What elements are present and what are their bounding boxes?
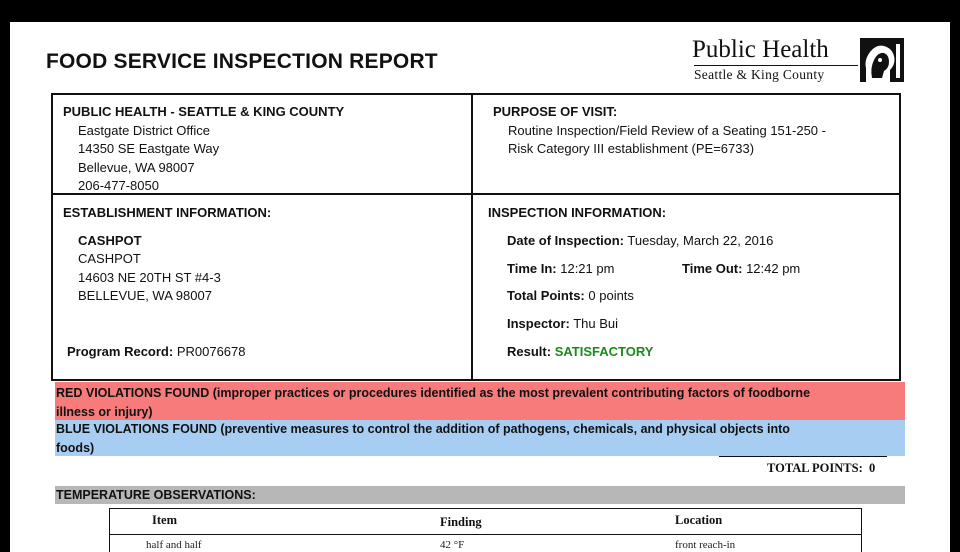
column-header-location: Location xyxy=(675,513,723,527)
temperature-table xyxy=(109,508,862,552)
inspector-value: Thu Bui xyxy=(573,316,619,331)
table-header-rule xyxy=(110,534,861,535)
time-out-value: 12:42 pm xyxy=(746,261,801,276)
purpose-line-2: Risk Category III establishment (PE=6733) xyxy=(508,141,755,156)
total-points-summary xyxy=(767,461,875,476)
logo-main-text: Public Health xyxy=(692,36,829,63)
agency-city: Bellevue, WA 98007 xyxy=(78,159,195,175)
purpose-cell xyxy=(493,103,826,159)
time-out xyxy=(682,261,800,276)
blue-violations-band xyxy=(55,420,905,456)
inspection-date-label: Date of Inspection: xyxy=(507,233,625,248)
report-page xyxy=(10,22,950,552)
total-points-rule xyxy=(719,456,887,457)
grid-divider-vertical xyxy=(471,95,473,379)
column-header-item: Item xyxy=(152,513,177,527)
establishment-name: CASHPOT xyxy=(78,251,141,266)
establishment-city: BELLEVUE, WA 98007 xyxy=(78,288,212,303)
program-record-value: PR0076678 xyxy=(176,344,246,359)
result-status-badge: SATISFACTORY xyxy=(554,344,654,359)
establishment-name-bold: CASHPOT xyxy=(78,232,142,248)
logo-rule xyxy=(694,65,858,66)
inspection-date-value: Tuesday, March 22, 2016 xyxy=(627,233,774,248)
total-points-label: Total Points: xyxy=(507,288,585,303)
program-record xyxy=(67,344,246,359)
agency-office: Eastgate District Office xyxy=(78,122,210,138)
total-points-value: 0 points xyxy=(588,288,634,303)
page-title: FOOD SERVICE INSPECTION REPORT xyxy=(46,50,438,73)
establishment-heading: ESTABLISHMENT INFORMATION: xyxy=(63,205,272,220)
temperature-heading: TEMPERATURE OBSERVATIONS: xyxy=(55,486,905,504)
info-grid xyxy=(51,93,901,381)
table-cell-item: half and half xyxy=(146,539,202,551)
agency-logo xyxy=(692,36,906,84)
total-points-summary-label: TOTAL POINTS: xyxy=(767,461,863,475)
purpose-line-1: Routine Inspection/Field Review of a Seating 151-250 - xyxy=(508,122,826,138)
red-violations-band xyxy=(55,382,905,420)
program-record-label: Program Record: xyxy=(67,344,174,359)
face-silhouette-icon xyxy=(860,38,904,82)
purpose-heading: PURPOSE OF VISIT: xyxy=(493,104,618,119)
logo-sub-text: Seattle & King County xyxy=(694,67,825,82)
time-in-value: 12:21 pm xyxy=(560,261,615,276)
agency-heading: PUBLIC HEALTH - SEATTLE & KING COUNTY xyxy=(63,104,345,119)
inspector-label: Inspector: xyxy=(507,316,570,331)
time-out-label: Time Out: xyxy=(682,261,743,276)
inspection-heading: INSPECTION INFORMATION: xyxy=(488,205,667,220)
table-cell-finding: 42 °F xyxy=(440,539,465,551)
blue-violations-text: BLUE VIOLATIONS FOUND (preventive measures to control the addition of pathogens, chemicals, and physical objects into foods) xyxy=(56,422,790,455)
time-in xyxy=(507,261,614,276)
agency-cell xyxy=(63,103,344,196)
agency-street: 14350 SE Eastgate Way xyxy=(78,141,220,156)
total-points-row xyxy=(507,288,634,303)
total-points-summary-value: 0 xyxy=(869,461,876,475)
result-row xyxy=(507,344,653,359)
establishment-cell xyxy=(63,204,271,306)
red-violations-text: RED VIOLATIONS FOUND (improper practices or procedures identified as the most prevalent contributing factors of foodborne illness or injury) xyxy=(56,386,811,419)
agency-phone: 206-477-8050 xyxy=(78,178,159,193)
inspection-date xyxy=(507,233,773,248)
establishment-street: 14603 NE 20TH ST #4-3 xyxy=(78,269,221,285)
table-cell-location: front reach-in xyxy=(675,539,736,551)
inspector-row xyxy=(507,316,618,331)
time-in-label: Time In: xyxy=(507,261,557,276)
result-label: Result: xyxy=(507,344,552,359)
column-header-finding: Finding xyxy=(440,515,482,529)
